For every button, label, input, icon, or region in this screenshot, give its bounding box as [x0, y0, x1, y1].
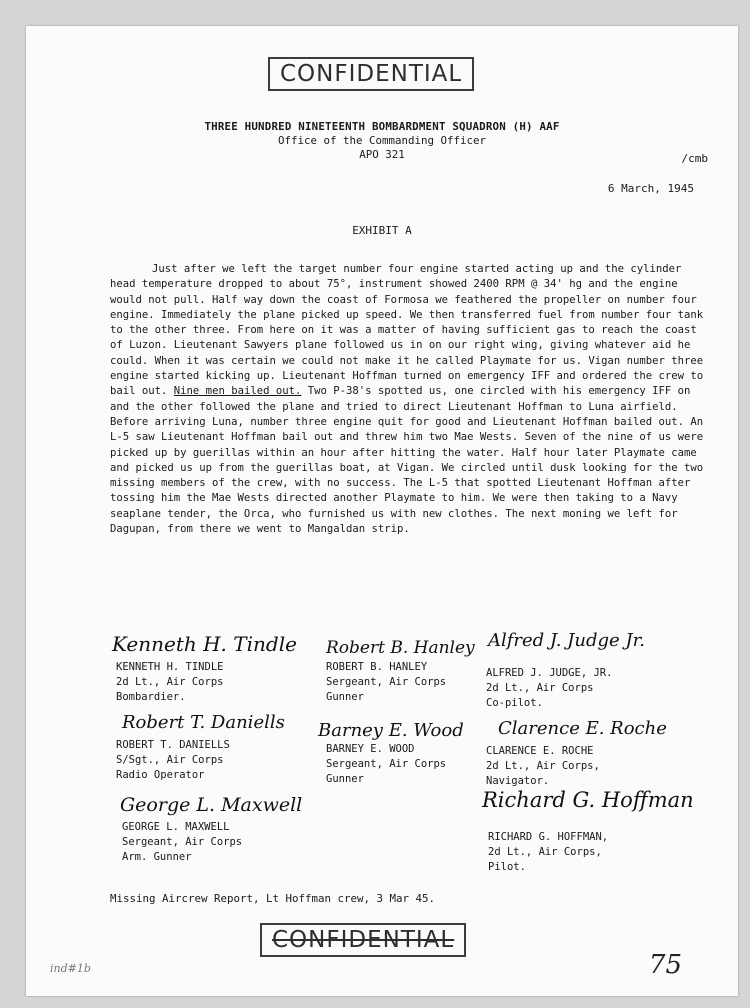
apo-heading: APO 321: [359, 148, 405, 161]
crew-role: Pilot.: [488, 861, 526, 873]
crew-name: ALFRED J. JUDGE, JR.: [486, 667, 613, 679]
crew-block-maxwell: [122, 820, 242, 865]
crew-name: ROBERT T. DANIELLS: [116, 739, 230, 751]
body-part-1: Just after we left the target number four engine started acting up and the cylinder head temperature dropped to about 75°, instrument showed 2400 RPM @ 34' hg and the engine would not pull. Half way down the coast of Formosa we feathered the propeller on number four engine. Immediately the plane picked up speed. We then transferred fuel from number four tank to the other three. From here on it was a matter of having sufficient gas to reach the coast of Luzon. Lieutenant Sawyers plane followed us in on our right wing, giving whatever aid he could. When it was certain we could not make it he called Playmate for us. Vigan number three engine started kicking up. Lieutenant Hoffman turned on emergency IFF and ordered the crew to bail out.: [110, 263, 704, 398]
crew-role: Gunner: [326, 691, 364, 703]
signature-roche: Clarence E. Roche: [498, 718, 667, 739]
crew-block-roche: [486, 744, 600, 789]
exhibit-title: EXHIBIT A: [352, 224, 412, 237]
signature-hoffman: Richard G. Hoffman: [482, 788, 694, 812]
crew-role: Navigator.: [486, 775, 550, 787]
crew-role: Bombardier.: [116, 691, 186, 703]
crew-block-daniells: [116, 738, 230, 783]
crew-block-hoffman: [488, 830, 608, 875]
crew-rank: Sergeant, Air Corps: [326, 758, 447, 770]
report-footer: Missing Aircrew Report, Lt Hoffman crew, 3 Mar 45.: [110, 892, 436, 905]
crew-role: Radio Operator: [116, 769, 205, 781]
crew-name: KENNETH H. TINDLE: [116, 661, 224, 673]
handwritten-note: ind#1b: [50, 962, 91, 975]
crew-name: CLARENCE E. ROCHE: [486, 745, 594, 757]
crew-name: RICHARD G. HOFFMAN,: [488, 831, 609, 843]
reference-initials: /cmb: [681, 152, 708, 165]
signature-hanley: Robert B. Hanley: [326, 638, 475, 658]
signature-daniells: Robert T. Daniells: [122, 712, 285, 733]
crew-rank: Sergeant, Air Corps: [122, 836, 243, 848]
office-heading: Office of the Commanding Officer: [277, 134, 486, 147]
crew-rank: 2d Lt., Air Corps,: [488, 846, 602, 858]
crew-rank: 2d Lt., Air Corps: [116, 676, 224, 688]
page-number: 75: [648, 950, 682, 980]
crew-block-wood: [326, 742, 446, 787]
crew-role: Arm. Gunner: [122, 851, 192, 863]
confidential-stamp-top: CONFIDENTIAL: [268, 57, 474, 91]
crew-role: Gunner: [326, 773, 364, 785]
document-date: 6 March, 1945: [607, 182, 694, 195]
crew-rank: S/Sgt., Air Corps: [116, 754, 224, 766]
signature-maxwell: George L. Maxwell: [120, 794, 303, 816]
crew-name: BARNEY E. WOOD: [326, 743, 415, 755]
crew-role: Co-pilot.: [486, 697, 543, 709]
body-underlined-phrase: Nine men bailed out.: [173, 385, 302, 398]
document-page: [26, 26, 738, 996]
crew-rank: Sergeant, Air Corps: [326, 676, 447, 688]
crew-name: ROBERT B. HANLEY: [326, 661, 428, 673]
crew-block-tindle: [116, 660, 223, 705]
crew-block-hanley: [326, 660, 446, 705]
crew-rank: 2d Lt., Air Corps: [486, 682, 594, 694]
body-part-2: Two P-38's spotted us, one circled with his emergency IFF on and the other followed the plane and tried to direct Lieutenant Hoffman to Luna airfield. Before arriving Luna, number three engine quit for good and Lieutenant Hoffman bailed out. An L-5 saw Lieutenant Hoffman bail out and threw him two Mae Wests. Seven of the nine of us were picked up by guerillas within an hour after hitting the water. Half hour later Playmate came and picked us up from the guerillas boat, at Vigan. We circled until dusk looking for the two missing members of the crew, with no success. The L-5 that spotted Lieutenant Hoffman after tossing him the Mae Wests directed another Playmate to him. We were then taking to a Navy seaplane tender, the Orca, who furnished us with new clothes. The next moning we left for Dagupan, from there we went to Mangaldan strip.: [110, 385, 704, 536]
report-body: [110, 262, 710, 537]
squadron-heading: THREE HUNDRED NINETEENTH BOMBARDMENT SQUADRON (H) AAF: [204, 120, 560, 133]
signature-judge: Alfred J. Judge Jr.: [488, 630, 645, 651]
crew-rank: 2d Lt., Air Corps,: [486, 760, 600, 772]
confidential-stamp-bottom: CONFIDENTIAL: [260, 923, 466, 957]
crew-name: GEORGE L. MAXWELL: [122, 821, 230, 833]
crew-block-judge: [486, 666, 612, 711]
signature-wood: Barney E. Wood: [318, 720, 464, 741]
signature-tindle: Kenneth H. Tindle: [112, 632, 297, 656]
